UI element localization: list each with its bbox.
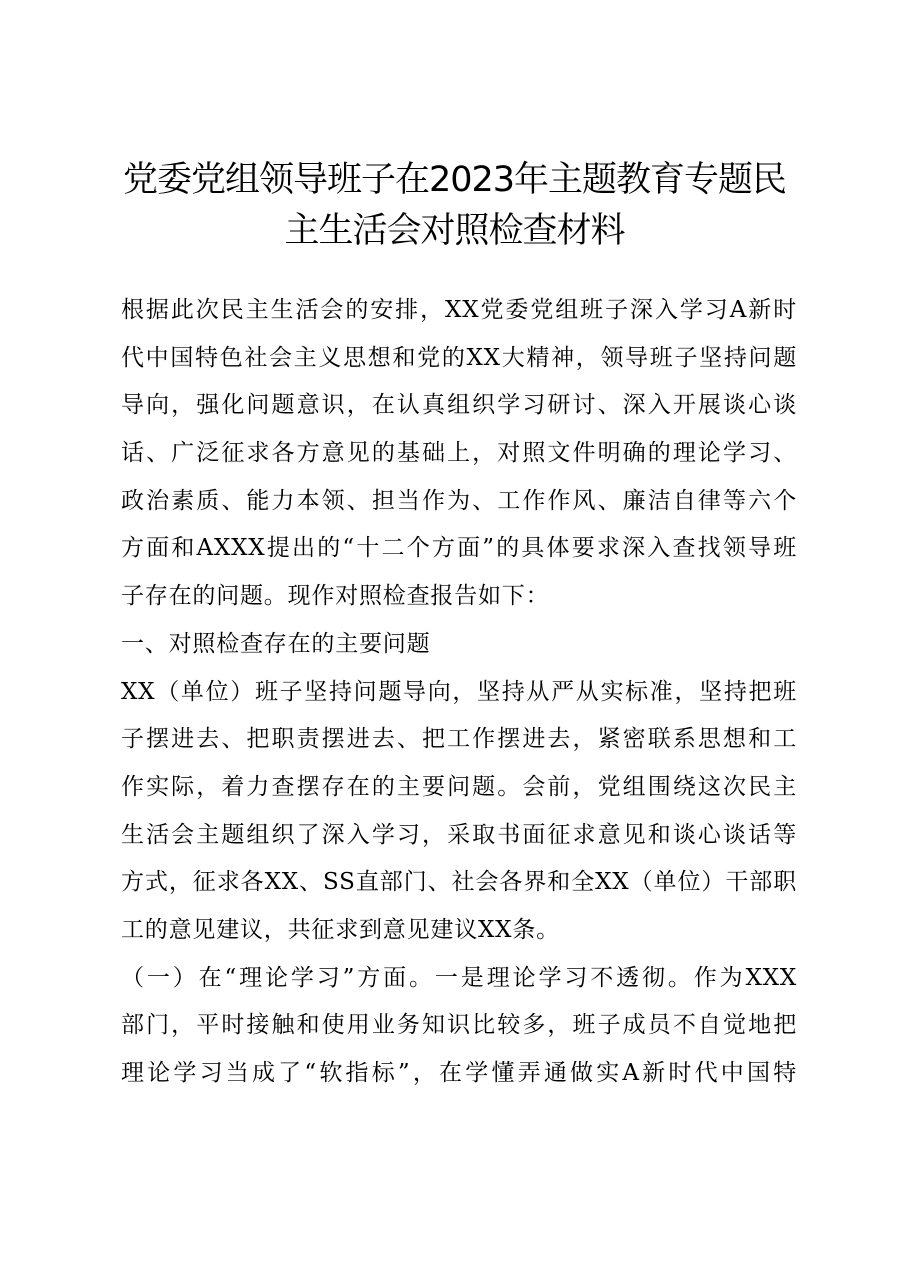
body-line: 理论学习当成了“软指标”，在学懂弄通做实A新时代中国特 bbox=[121, 1060, 797, 1086]
body-line: 根据此次民主生活会的安排，XX党委党组班子深入学习A新时 bbox=[121, 297, 797, 323]
body-line: 方式，征求各XX、SS直部门、社会各界和全XX（单位）干部职 bbox=[121, 869, 797, 896]
body-line: 方面和AXXX提出的“十二个方面”的具体要求深入查找领导班 bbox=[121, 535, 797, 562]
body-line: 一、对照检查存在的主要问题 bbox=[121, 630, 431, 657]
body-line: 导向，强化问题意识，在认真组织学习研讨、深入开展谈心谈 bbox=[121, 392, 797, 419]
document-title bbox=[110, 155, 799, 257]
body-line: 工的意见建议，共征求到意见建议XX条。 bbox=[121, 916, 560, 943]
body-line: （一）在“理论学习”方面。一是理论学习不透彻。作为XXX bbox=[121, 964, 797, 991]
body-line: 部门，平时接触和使用业务知识比较多，班子成员不自觉地把 bbox=[121, 1012, 797, 1039]
body-line: 生活会主题组织了深入学习，采取书面征求意见和谈心谈话等 bbox=[121, 821, 797, 848]
document-body bbox=[121, 287, 797, 1098]
body-line: 代中国特色社会主义思想和党的XX大精神，领导班子坚持问题 bbox=[121, 344, 797, 371]
body-line: 作实际，着力查摆存在的主要问题。会前，党组围绕这次民主 bbox=[121, 773, 797, 800]
body-line: 子摆进去、把职责摆进去、把工作摆进去，紧密联系思想和工 bbox=[121, 726, 797, 753]
body-line: 政治素质、能力本领、担当作为、工作作风、廉洁自律等六个 bbox=[121, 487, 797, 514]
title-line-1: 党委党组领导班子在2023年主题教育专题民 bbox=[122, 160, 787, 200]
body-line: XX（单位）班子坚持问题导向，坚持从严从实标准，坚持把班 bbox=[121, 678, 797, 705]
body-line: 话、广泛征求各方意见的基础上，对照文件明确的理论学习、 bbox=[121, 440, 797, 467]
body-line: 子存在的问题。现作对照检查报告如下： bbox=[121, 583, 550, 610]
title-line-2: 主生活会对照检查材料 bbox=[284, 211, 625, 251]
